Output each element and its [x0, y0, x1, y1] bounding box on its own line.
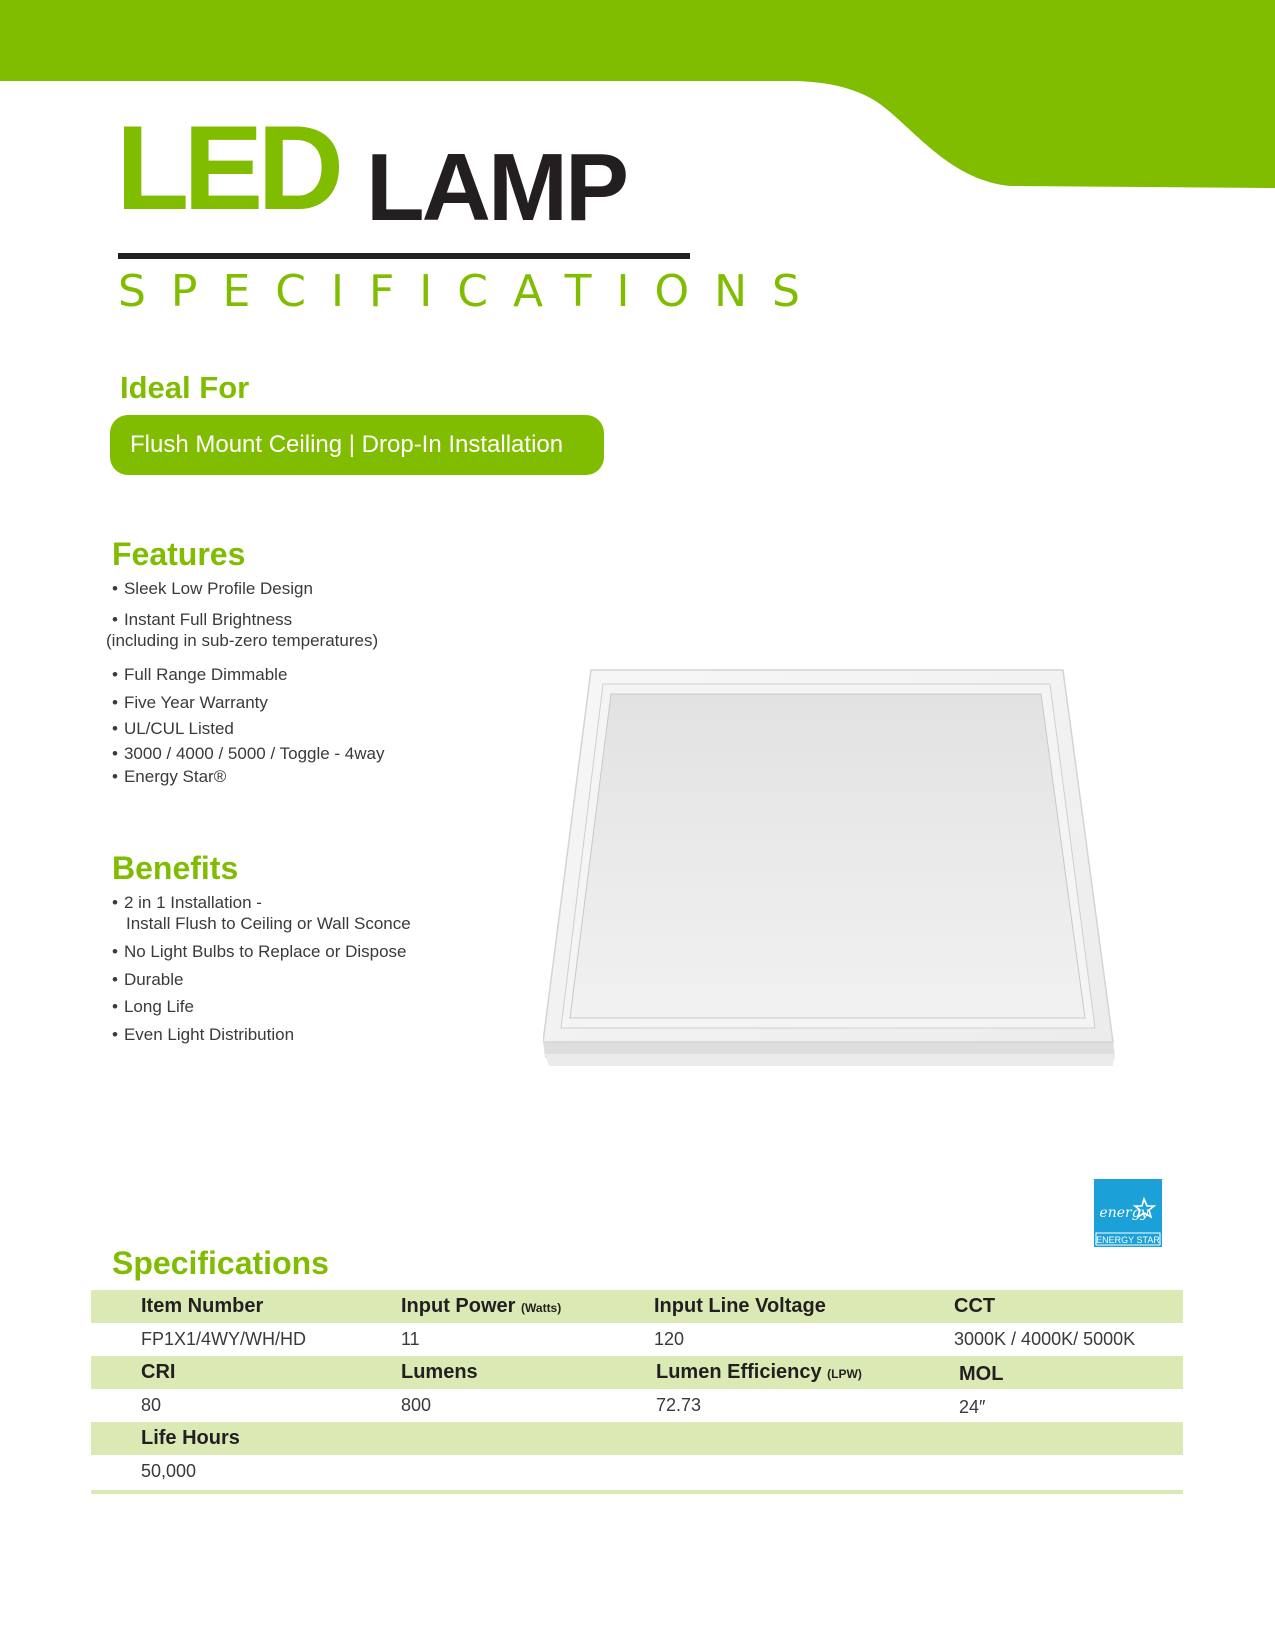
list-item: • No Light Bulbs to Replace or Dispose — [112, 941, 407, 962]
specifications-heading: Specifications — [112, 1245, 329, 1281]
table-cell: 50,000 — [141, 1461, 197, 1481]
table-row — [91, 1356, 1183, 1389]
list-item: • Five Year Warranty — [112, 692, 268, 713]
table-cell: 11 — [401, 1329, 420, 1349]
table-header-cell: MOL — [959, 1363, 1004, 1385]
list-item: • Even Light Distribution — [112, 1024, 294, 1045]
table-row — [91, 1455, 1183, 1488]
table-header-cell: Input Line Voltage — [654, 1295, 826, 1317]
list-item: • UL/CUL Listed — [112, 718, 234, 739]
table-cell: 24″ — [959, 1397, 986, 1417]
list-item: • Sleek Low Profile Design — [112, 578, 313, 599]
benefits-heading: Benefits — [112, 850, 239, 886]
table-bottom-rule — [91, 1490, 1183, 1494]
list-item: • 2 in 1 Installation - Install Flush to Ceiling or Wall Sconce — [112, 892, 411, 934]
table-cell: 72.73 — [656, 1395, 702, 1415]
title-led: LED — [116, 101, 338, 235]
list-item: • Long Life — [112, 996, 194, 1017]
table-header-cell: Item Number — [141, 1295, 264, 1317]
ideal-for-pill: Flush Mount Ceiling | Drop-In Installation — [110, 415, 604, 475]
features-heading: Features — [112, 536, 246, 572]
table-header-cell: Lumens — [401, 1361, 478, 1383]
table-header-cell: CRI — [141, 1361, 176, 1383]
list-item: • Energy Star® — [112, 766, 226, 787]
title-specifications: SPECIFICATIONS — [118, 266, 825, 317]
table-header-cell: Life Hours — [141, 1427, 240, 1449]
table-row — [91, 1323, 1183, 1356]
list-item: • Durable — [112, 969, 184, 990]
energy-star-logo — [1094, 1179, 1162, 1247]
energy-star-label: ENERGY STAR — [1096, 1235, 1160, 1245]
table-row — [91, 1422, 1183, 1455]
table-row — [91, 1389, 1183, 1422]
list-item: • Full Range Dimmable — [112, 664, 287, 685]
table-cell: 3000K / 4000K/ 5000K — [954, 1329, 1136, 1349]
energy-star-script: energy — [1099, 1205, 1149, 1221]
title-lamp: LAMP — [366, 134, 626, 241]
table-row — [91, 1290, 1183, 1323]
table-header-cell: CCT — [954, 1295, 996, 1317]
table-cell: 80 — [141, 1395, 162, 1415]
list-item: • Instant Full Brightness (including in sub-zero temperatures) — [112, 609, 378, 651]
table-cell: FP1X1/4WY/WH/HD — [141, 1329, 307, 1349]
table-header-cell: Lumen Efficiency (LPW) — [656, 1361, 862, 1383]
led-panel-image — [543, 662, 1123, 1072]
table-cell: 120 — [654, 1329, 685, 1349]
ideal-for-heading: Ideal For — [120, 370, 250, 405]
list-item: • 3000 / 4000 / 5000 / Toggle - 4way — [112, 743, 385, 764]
table-header-cell: Input Power (Watts) — [401, 1295, 562, 1317]
table-cell: 800 — [401, 1395, 432, 1415]
title-divider — [118, 253, 690, 259]
